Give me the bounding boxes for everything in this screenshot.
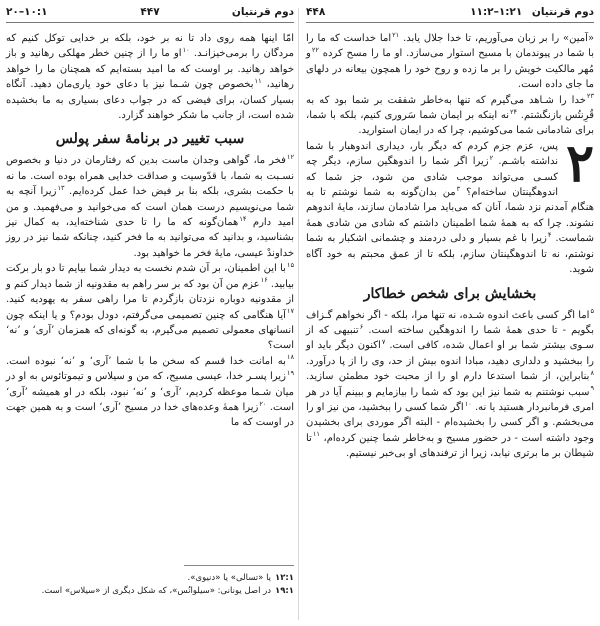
verse-number: ۱۰ [182, 46, 190, 55]
verse-text: پس، عزم جزم کردم که دیگر بار، دیداری اندوهبار با شما نداشته باشـم. [306, 140, 559, 168]
paragraph [6, 31, 294, 123]
verse-number: ۱۲ [286, 153, 294, 162]
verse-number: ۸ [590, 368, 594, 377]
verse-text: زیرا همۀ وعده‌های خدا در مسیح ’آری‘ است و به همین جهت در اوست که ما [6, 401, 294, 429]
chapter-2-block [306, 132, 595, 278]
verse-text: با این اطمینان، بر آن شدم نخست به دیدار شما بیایم تا دو بار برکت بیابید. [6, 263, 294, 290]
verse-number: ۴ [547, 230, 552, 239]
left-page-text-column [6, 23, 294, 431]
verse-text: سبب نوشتنم به شما نیز این بود که شما را بیازمایم و ببینم آیا در هر امری فرمانبردار هستید یا نه. [306, 386, 594, 413]
paragraph [6, 354, 294, 431]
section-title-forgiveness: بخشایش برای شخص خطاکار [363, 285, 537, 302]
footnote-text: یا «تسالی» یا «دنیوی». [187, 573, 272, 583]
chapter-number: ۲ [566, 132, 594, 194]
verse-number: ۲۰ [259, 399, 267, 408]
verse-text: من بدان‌گونه به شما نوشتم تا به هنگام آمدنم نزد شما، آنان که می‌باید مرا شادمان سازند، مایۀ اندوهم نشوند. چرا که به همۀ شما اطمینان داشتم که شادی من شادی همۀ شماست. [306, 187, 595, 245]
verse-number: ۱۷ [286, 307, 294, 316]
paragraph [306, 93, 594, 139]
right-page-header-book: دوم قرنتیان [531, 6, 594, 18]
forgiveness-paragraph [306, 308, 594, 462]
verse-number: ۶ [359, 322, 364, 331]
footnote [6, 585, 294, 598]
verse-text: فخر ما، گواهی وجدان ماست بدین که رفتارمان در دنیا و بخصوص نسـبت به شما، با قدّوسیت و صداقت خدایی همراه بوده است. ما نه با حکمت بشری، بلکه بنا بر فیض خدا عمل کرده‌ایم. [6, 155, 294, 198]
verse-number: ۱۸ [286, 353, 294, 362]
left-page-running-head [6, 4, 294, 23]
verse-text: زیرا آنچه به شما می‌نویسیم درست همان است که می‌خوانید و می‌فهمید. و من امید دارم [6, 186, 294, 229]
verse-text: زیرا پسـر خدا، عیسی مسیح، که من و سیلاس و تیموتائوس به او در میان شـما موعظه کردیم، ’آری‘ و ’نه‘ نبود، بلکه در او همیشه ’آری‘ است. [6, 371, 295, 413]
verse-text: «آمین» را بر زبان می‌آوریم، تا خدا جلال یابد. [399, 33, 595, 44]
footnote-ref: ۱۹:۱ [275, 586, 294, 596]
right-page-text-column [306, 23, 594, 462]
verse-number: ۷ [381, 337, 386, 346]
verse-number: ۱۰ [464, 399, 472, 408]
right-page-paragraphs [306, 31, 594, 139]
verse-text: امّا اینها همه روی داد تا نه بر خود، بلکه بر خدایی توکل کنیم که مردگان را برمی‌خیزانـد. [6, 33, 295, 60]
footnote-text: در اصل یونانی: «سیلوانُس»، که شکل دیگری از «سیلاس» است. [41, 586, 272, 596]
verse-text: زیرا با غم بسیار و دلی دردمند و چشمانی اشکبار به شما نوشتم، نه تا اندوهگینتان سازم، بلکه تا از عمق محبتم به خود آگاه شوید. [306, 233, 594, 276]
verse-text: او ما را از چنین خطر مهلکی رهانید و باز خواهد رهانید. بر اوست که ما امید بسته‌ایم که همچنان ما را خواهد رهانید، [6, 48, 294, 91]
verse-text: اما اگر کسی باعث اندوه شـده، نه تنها مرا، بلکه - اگر نخواهم گـزاف بگویم - تا حدی همۀ شما را اندوهگین ساخته است. [306, 309, 594, 336]
footnote [6, 572, 294, 585]
verse-text: خدا را شـاهد می‌گیرم که تنها به‌خاطر شفقت بر شما بود که به قُرِنتُس بازنگشتم. [306, 94, 594, 122]
verse-text: اکنون دیگر باید او را ببخشید و دلداری دهید، مبادا اندوه بیش از حد، وی را از پا درآورد. [306, 340, 594, 367]
footnote-ref: ۱۲:۱ [275, 573, 294, 583]
verse-text: همان‌گونه که ما را تا حدی شناخته‌اید، به کمال نیز بشناسید، و بدانید که می‌توانید به ما فخر کنید، چنانکه شما نیز در روز خداوندْ عیسی، مایۀ فخر ما خواهید بود. [6, 217, 294, 259]
verse-number: ۱۳ [57, 183, 65, 192]
left-page [6, 0, 294, 626]
page-gutter [298, 8, 299, 620]
footnotes [6, 572, 294, 598]
travel-plan-paragraphs [6, 153, 294, 430]
verse-text: تنبیهی که از سـوی بیشتر شما بر او اعمال شده، کافی است. [306, 324, 595, 352]
verse-number: ۱۴ [239, 214, 247, 223]
verse-number: ۱۱ [254, 76, 262, 85]
chapter-2-paragraph [306, 132, 595, 278]
footnote-rule [184, 565, 294, 566]
verse-number: ۲ [489, 153, 494, 162]
right-page-number: ۴۴۸ [306, 6, 326, 18]
verse-text: آیا هنگامی که چنین تصمیمی می‌گرفتم، دودل بودم؟ و یا اینکه چون انسانهای معمولی تصمیم می‌گیرم، به گونه‌ای که همزمان ’آری‘ و ’نه‘ است؟ [6, 309, 294, 352]
verse-number: ۲۴ [510, 107, 518, 116]
verse-number: ۱۱ [312, 430, 320, 439]
verse-number: ۵ [590, 307, 594, 316]
verse-number: ۲۳ [586, 92, 594, 101]
verse-number: ۲۲ [311, 46, 319, 55]
verse-text: عزم من آن بود که بر سر راهم به مقدونیه از شما دیدار کنم و از مقدونیه دوباره نزدتان بازگردم تا مرا راهی سفر به یهودیه کنید. [6, 278, 294, 306]
paragraph [6, 153, 294, 261]
verse-text: تا شیطان بر ما برتری نیابد، زیرا از ترفندهای او بی‌خبر نیستیم. [306, 432, 594, 460]
verse-text: زیرا اگر شما را اندوهگین سازم، دیگر چه کسـی می‌تواند موجب شادی من شود، جز شما که اندوهگینتان ساخته‌ام؟ [306, 156, 559, 199]
paragraph [306, 31, 594, 93]
section-title-travel-plan: سبب تغییر در برنامۀ سفر پولس [55, 131, 245, 148]
verse-number: ۳ [456, 184, 461, 193]
left-page-number: ۴۴۷ [140, 6, 160, 18]
paragraph [6, 261, 294, 353]
verse-text: نه اینکه بر ایمان شما سَروری کنیم، بلکه با شما، برای شادمانی شما می‌کوشیم، چرا که در ایمان استوارید. [306, 110, 594, 137]
right-page-header-book-ref [470, 6, 594, 18]
right-page [306, 0, 594, 626]
verse-text: به امانت خدا قسم که سخن ما با شما ’آری‘ و ’نه‘ نبوده است. [6, 355, 286, 367]
verse-text: بنابراین، از شما استدعا دارم او را از محبت خود مطمئن سازید. [306, 371, 590, 383]
left-page-header-book: دوم قرنتیان [231, 6, 294, 18]
verse-text: بخصوص چون شـما نیز با دعای خود یاری‌مان دهید. آنگاه بسیار کسان، برای فیضی که در جواب دعای بسیاری به ما بخشیده شده است، از جانب ما شکر خواهند گزارد. [6, 79, 294, 122]
verse-number: ۹ [590, 384, 594, 393]
verse-number: ۱۵ [286, 260, 294, 269]
verse-text: اگر شما کسی را ببخشید، من نیز او را می‌بخشم. و اگر کسی را بخشیده‌ام - البته اگر موردی برای بخشیدن وجود داشته است - در حضور مسیح و به‌خاطر شما چنین کرده‌ام، [306, 401, 594, 444]
verse-text: و مُهر مالکیت خویش را بر ما زده و روح خود را همچون بیعانه در دلهای ما جای داده است. [306, 48, 594, 91]
verse-number: ۱۶ [260, 276, 268, 285]
right-page-running-head [306, 4, 594, 23]
right-page-header-ref: ۱:۲۱–۱۱:۲ [470, 6, 523, 18]
verse-text: اما خداست که ما را با شما در پیوندمان با مسیح استوار می‌سازد. او ما را مسح کرده [306, 33, 594, 60]
verse-number: ۲۱ [392, 30, 400, 39]
left-page-paragraphs [6, 31, 294, 123]
left-page-header-ref: ۱۰:۱–۲۰ [6, 6, 48, 18]
verse-number: ۱۹ [286, 368, 294, 377]
